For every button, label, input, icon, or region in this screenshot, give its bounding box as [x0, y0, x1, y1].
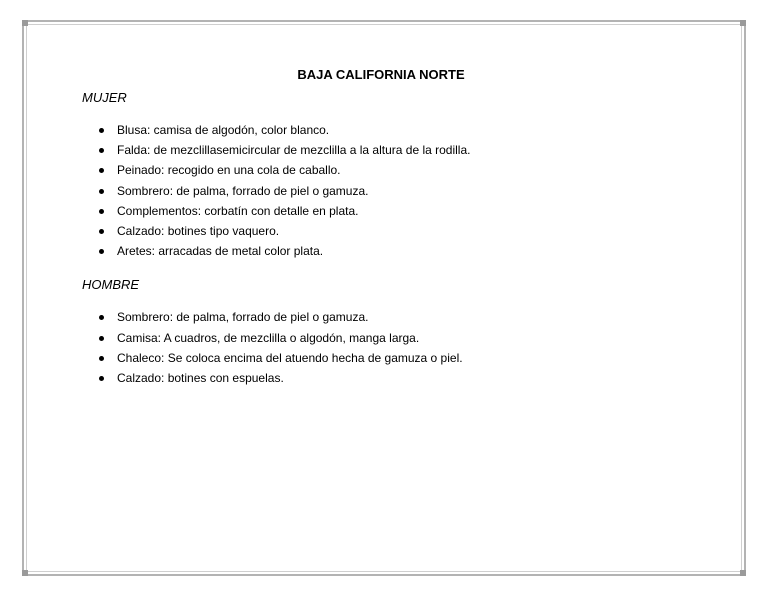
- section-heading-hombre: HOMBRE: [82, 277, 140, 293]
- list-item: [82, 181, 682, 201]
- bullet-icon: [99, 189, 104, 194]
- border-corner-ornament: [22, 570, 28, 576]
- list-item: [82, 160, 682, 180]
- section-heading-mujer: MUJER: [82, 90, 127, 105]
- bullet-icon: [99, 148, 104, 153]
- list-item-text: Sombrero: de palma, forrado de piel o gamuza.: [117, 183, 369, 198]
- bullet-icon: [99, 249, 104, 254]
- list-item: [82, 140, 682, 160]
- hombre-list: [82, 307, 682, 388]
- list-item: [82, 328, 682, 348]
- bullet-icon: [99, 315, 104, 320]
- document-title: BAJA CALIFORNIA NORTE: [297, 67, 465, 82]
- bullet-icon: [99, 336, 104, 341]
- list-item-text: Chaleco: Se coloca encima del atuendo hecha de gamuza o piel.: [117, 350, 463, 365]
- list-item-text: Blusa: camisa de algodón, color blanco.: [117, 123, 330, 137]
- list-item-text: Sombrero: de palma, forrado de piel o gamuza.: [117, 310, 369, 325]
- bullet-icon: [99, 229, 104, 234]
- bullet-icon: [99, 209, 104, 214]
- list-item: [82, 368, 682, 388]
- border-corner-ornament: [22, 20, 28, 26]
- list-item-text: Falda: de mezclillasemicircular de mezclilla a la altura de la rodilla.: [117, 143, 471, 158]
- bullet-icon: [99, 376, 104, 381]
- list-item: [82, 120, 682, 140]
- list-item-text: Complementos: corbatín con detalle en plata.: [117, 203, 359, 218]
- list-item-text: Calzado: botines con espuelas.: [117, 371, 284, 386]
- document-body: [82, 62, 682, 388]
- bullet-icon: [99, 128, 104, 133]
- bullet-icon: [99, 356, 104, 361]
- list-item: [82, 348, 682, 368]
- mujer-list: [82, 120, 682, 261]
- list-item: [82, 201, 682, 221]
- list-item: [82, 241, 682, 261]
- border-corner-ornament: [740, 20, 746, 26]
- list-item-text: Peinado: recogido en una cola de caballo.: [117, 163, 341, 178]
- bullet-icon: [99, 168, 104, 173]
- list-item-text: Camisa: A cuadros, de mezclilla o algodón, manga larga.: [117, 330, 420, 345]
- border-corner-ornament: [740, 570, 746, 576]
- list-item: [82, 221, 682, 241]
- list-item: [82, 307, 682, 327]
- list-item-text: Calzado: botines tipo vaquero.: [117, 224, 280, 239]
- list-item-text: Aretes: arracadas de metal color plata.: [117, 244, 324, 259]
